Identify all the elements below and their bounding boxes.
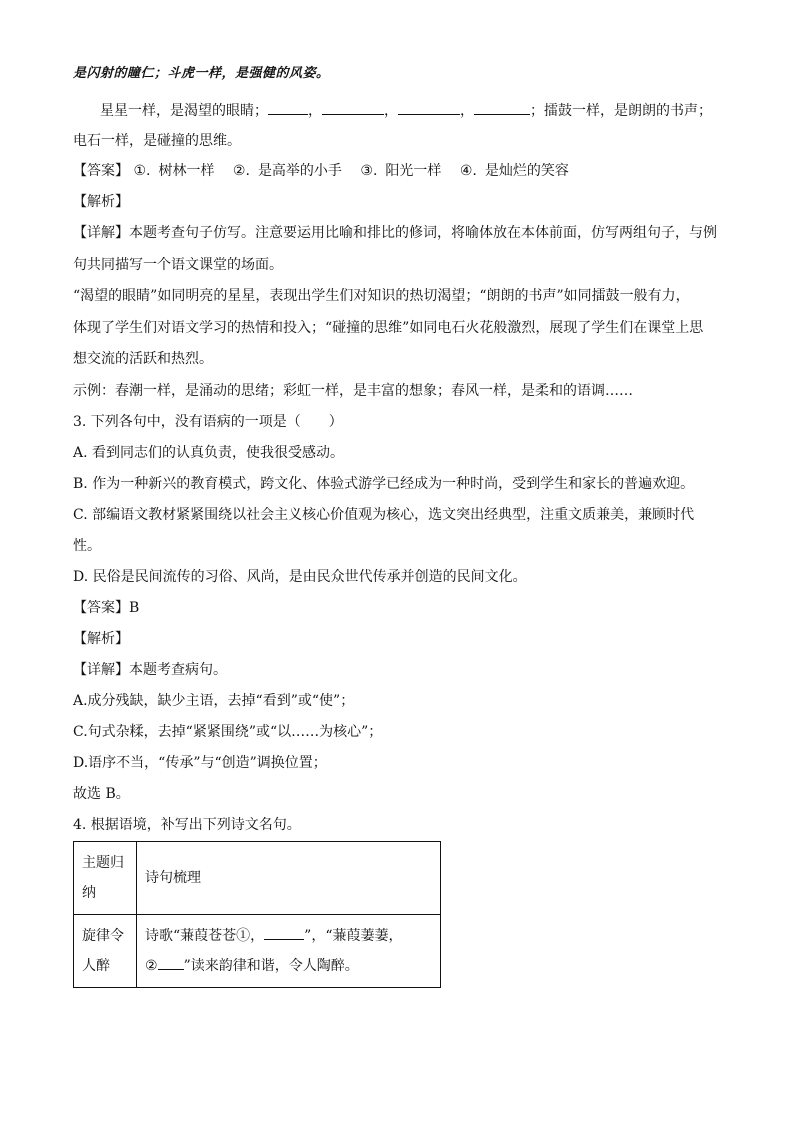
q2-answer <box>73 161 583 181</box>
answer-label: 【答案】 <box>73 163 129 179</box>
q3-answer: 【答案】B <box>73 600 140 616</box>
q2-suffix: ；擂鼓一样，是朗朗的书声； <box>530 103 712 119</box>
detail-line: 故选 B。 <box>73 786 130 802</box>
table-cell-verses: 诗歌“蒹葭苍苍①， ”，“蒹葭萋萋， ② ”读来韵律和谐，令人陶醉。 <box>137 915 441 988</box>
q2-sep: ， <box>308 103 322 119</box>
table-header-right: 诗句梳理 <box>137 842 441 915</box>
handwritten-line: 是闪射的瞳仁；斗虎一样，是强健的风姿。 <box>73 66 330 81</box>
answer-item: ③. 阳光一样 <box>360 163 442 179</box>
detail-line: 【详解】本题考查句子仿写。注意要运用比喻和排比的修词，将喻体放在本体前面，仿写两组句子，与例 <box>73 225 717 241</box>
q3-option: C. 部编语文教材紧紧围绕以社会主义核心价值观为核心，选文突出经典型，注重文质兼美，兼顾时代 <box>73 507 695 523</box>
poem-table <box>73 841 441 988</box>
q2-prompt <box>100 100 712 121</box>
answer-item: ①. 树林一样 <box>133 163 215 179</box>
detail-line: “渴望的眼睛”如同明亮的星星，表现出学生们对知识的热切渴望；“朗朗的书声”如同擂鼓一般有力， <box>73 288 690 304</box>
q3-option: 性。 <box>73 538 101 554</box>
table-cell-theme: 旋律令 人醉 <box>74 915 137 988</box>
answer-item: ④. 是灿烂的笑容 <box>459 163 569 179</box>
detail-line: 句共同描写一个语文课堂的场面。 <box>73 257 283 273</box>
detail-line: A.成分残缺，缺少主语，去掉“看到”或“使”； <box>73 693 355 709</box>
blank-1 <box>264 925 304 940</box>
q3-stem: 3. 下列各句中，没有语病的一项是（ ） <box>73 414 343 430</box>
q2-sep: ， <box>384 103 398 119</box>
detail-line: D.语序不当，“传承”与“创造”调换位置； <box>73 755 327 771</box>
q2-prefix: 星星一样，是渴望的眼睛； <box>100 103 268 119</box>
blank-2 <box>158 955 184 970</box>
q4-stem: 4. 根据语境，补写出下列诗文名句。 <box>73 817 301 833</box>
blank-4 <box>474 100 530 115</box>
table-header-left: 主题归 纳 <box>74 842 137 915</box>
blank-1 <box>268 100 308 115</box>
table-row <box>74 915 441 988</box>
answer-item: ②. 是高举的小手 <box>232 163 342 179</box>
detail-line: 示例：春潮一样，是涌动的思绪；彩虹一样，是丰富的想象；春风一样，是柔和的语调…… <box>73 383 633 399</box>
blank-3 <box>398 100 460 115</box>
q3-option: D. 民俗是民间流传的习俗、风尚，是由民众世代传承并创造的民间文化。 <box>73 569 527 585</box>
detail-line: 体现了学生们对语文学习的热情和投入；“碰撞的思维”如同电石火花般激烈，展现了学生们在课堂上思 <box>73 320 704 336</box>
table-row <box>74 842 441 915</box>
detail-line: 【详解】本题考查病句。 <box>73 662 227 678</box>
analysis-label: 【解析】 <box>73 631 129 647</box>
analysis-label: 【解析】 <box>73 194 129 210</box>
q2-sep: ， <box>460 103 474 119</box>
detail-line: 想交流的活跃和热烈。 <box>73 351 213 367</box>
q2-line2: 电石一样，是碰撞的思维。 <box>73 133 241 149</box>
q3-option: A. 看到同志们的认真负责，使我很受感动。 <box>73 445 345 461</box>
detail-line: C.句式杂糅，去掉“紧紧围绕”或“以……为核心”； <box>73 724 383 740</box>
q3-option: B. 作为一种新兴的教育模式，跨文化、体验式游学已经成为一种时尚，受到学生和家长的普遍欢迎。 <box>73 476 695 492</box>
blank-2 <box>322 100 384 115</box>
